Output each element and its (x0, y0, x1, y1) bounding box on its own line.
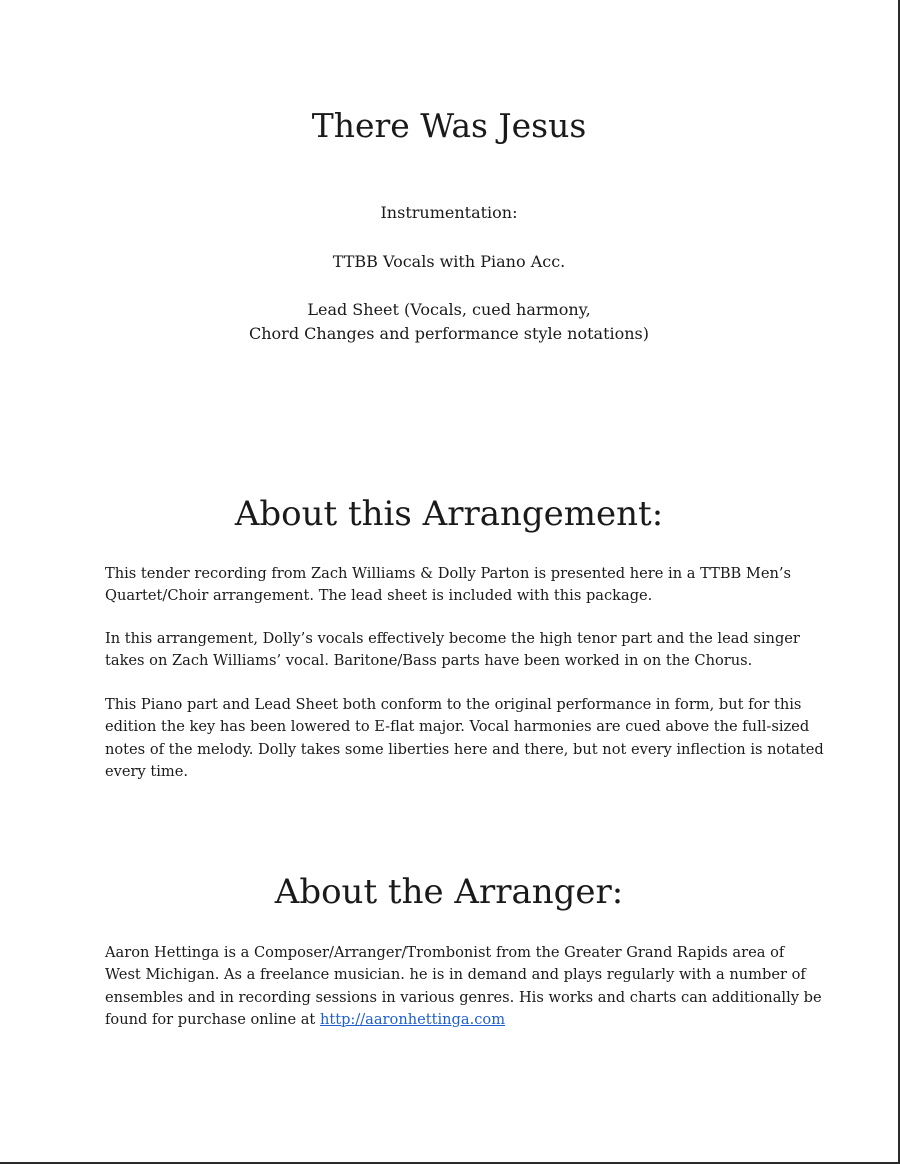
about-arranger-heading: About the Arranger: (274, 872, 624, 912)
paragraph-line: takes on Zach Williams’ vocal. Baritone/Bass parts have been worked in on the Chorus. (105, 652, 753, 670)
page-title: There Was Jesus (311, 106, 587, 145)
paragraph-line: Aaron Hettinga is a Composer/Arranger/Trombonist from the Greater Grand Rapids area of (105, 944, 785, 961)
paragraph-line: ensembles and in recording sessions in various genres. His works and charts can additionally be (105, 988, 822, 1006)
instrumentation-vocals: TTBB Vocals with Piano Acc. (332, 252, 566, 271)
paragraph-line: edition the key has been lowered to E-flat major. Vocal harmonies are cued above the full-sized (105, 718, 810, 736)
paragraph-line: every time. (105, 763, 189, 781)
about-arrangement-heading: About this Arrangement: (234, 494, 664, 534)
arrangement-paragraph-2 (105, 628, 805, 673)
instrumentation-lead-sheet-2: Chord Changes and performance style notations) (248, 324, 649, 343)
paragraph-line-last (105, 1009, 805, 1031)
paragraph-line: In this arrangement, Dolly’s vocals effectively become the high tenor part and the lead singer (105, 630, 800, 647)
instrumentation-label: Instrumentation: (380, 203, 518, 222)
arrangement-paragraph-1 (105, 563, 805, 608)
arranger-paragraph (105, 942, 822, 1032)
paragraph-line: This tender recording from Zach Williams & Dolly Parton is presented here in a TTBB Men’s (105, 565, 792, 582)
link-prefix-text: found for purchase online at (105, 1011, 320, 1029)
instrumentation-lead-sheet-1: Lead Sheet (Vocals, cued harmony, (307, 300, 591, 319)
paragraph-line: notes of the melody. Dolly takes some liberties here and there, but not every inflection is notated (105, 740, 824, 758)
paragraph-line: This Piano part and Lead Sheet both conform to the original performance in form, but for this (105, 696, 802, 713)
arrangement-paragraph-3 (105, 694, 824, 784)
paragraph-line: West Michigan. As a freelance musician. he is in demand and plays regularly with a number of (105, 966, 806, 984)
paragraph-line: Quartet/Choir arrangement. The lead sheet is included with this package. (105, 587, 653, 605)
arranger-website-link[interactable]: http://aaronhettinga.com (319, 1011, 506, 1029)
